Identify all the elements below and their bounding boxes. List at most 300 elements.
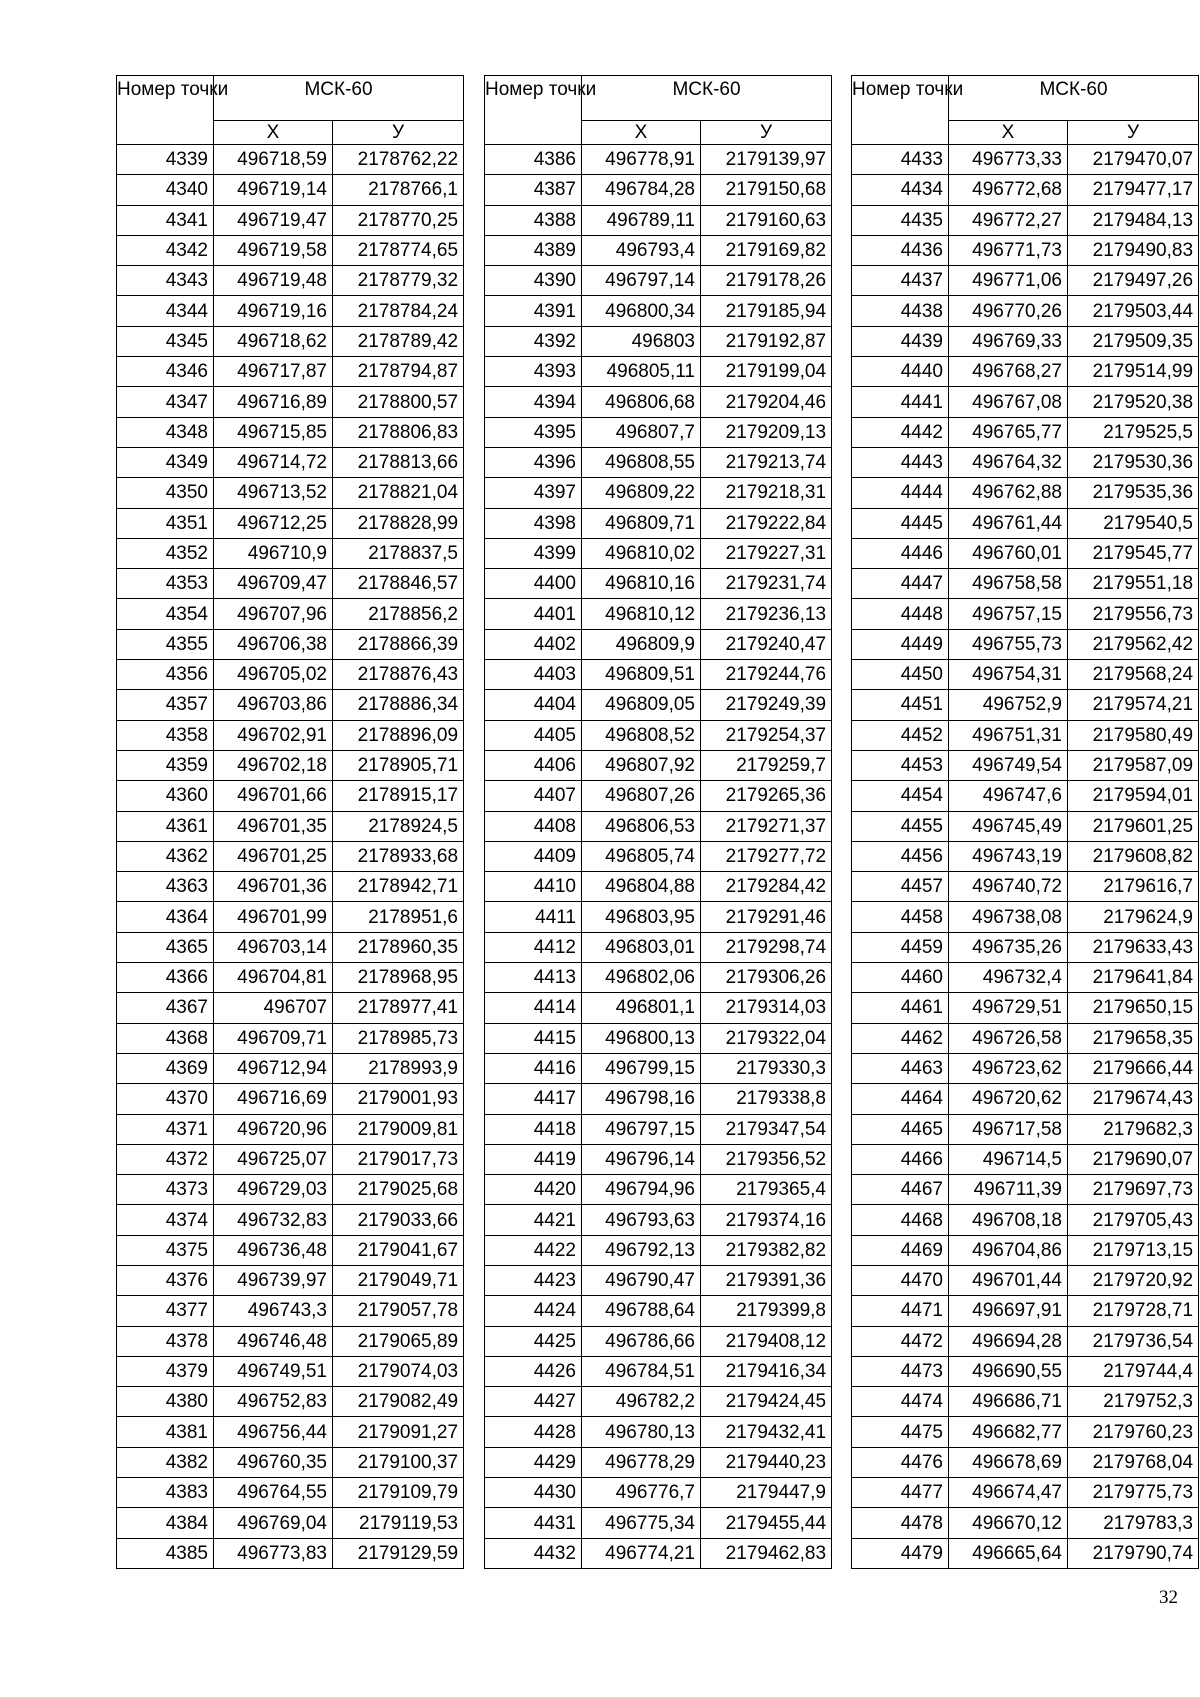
y-coordinate-cell: 2179551,18 [1068, 569, 1199, 599]
table-row [852, 175, 1199, 205]
point-number-cell: 4380 [117, 1387, 214, 1417]
y-coordinate-cell: 2179416,34 [701, 1356, 832, 1386]
point-number-cell: 4373 [117, 1175, 214, 1205]
y-coordinate-cell: 2178993,9 [333, 1053, 464, 1083]
x-coordinate-cell: 496746,48 [214, 1326, 333, 1356]
x-coordinate-cell: 496798,16 [582, 1084, 701, 1114]
table-row [485, 175, 832, 205]
point-number-cell: 4377 [117, 1296, 214, 1326]
y-coordinate-cell: 2178886,34 [333, 690, 464, 720]
y-coordinate-cell: 2179455,44 [701, 1508, 832, 1538]
x-coordinate-cell: 496772,68 [949, 175, 1068, 205]
point-number-cell: 4401 [485, 599, 582, 629]
y-coordinate-cell: 2179408,12 [701, 1326, 832, 1356]
table-row [485, 1478, 832, 1508]
table-row [117, 1084, 464, 1114]
coordinates-table-2 [484, 75, 832, 1569]
y-coordinate-cell: 2178762,22 [333, 145, 464, 175]
x-coordinate-cell: 496719,14 [214, 175, 333, 205]
table-row [117, 781, 464, 811]
x-coordinate-cell: 496760,01 [949, 538, 1068, 568]
table-row [485, 932, 832, 962]
point-number-cell: 4360 [117, 781, 214, 811]
table-row [485, 599, 832, 629]
point-number-cell: 4366 [117, 963, 214, 993]
y-coordinate-cell: 2178846,57 [333, 569, 464, 599]
y-coordinate-cell: 2178813,66 [333, 447, 464, 477]
x-coordinate-cell: 496711,39 [949, 1175, 1068, 1205]
table-row [485, 569, 832, 599]
x-coordinate-cell: 496809,22 [582, 478, 701, 508]
x-coordinate-cell: 496717,58 [949, 1114, 1068, 1144]
y-coordinate-cell: 2179760,23 [1068, 1417, 1199, 1447]
point-number-cell: 4398 [485, 508, 582, 538]
y-coordinate-cell: 2179514,99 [1068, 357, 1199, 387]
x-coordinate-cell: 496710,9 [214, 538, 333, 568]
x-coordinate-cell: 496797,14 [582, 266, 701, 296]
table-row [485, 1508, 832, 1538]
point-number-cell: 4345 [117, 326, 214, 356]
table-row [852, 902, 1199, 932]
table-row [117, 478, 464, 508]
table-row [485, 1084, 832, 1114]
table-row [852, 629, 1199, 659]
y-coordinate-cell: 2179477,17 [1068, 175, 1199, 205]
table-row [117, 1538, 464, 1568]
point-number-cell: 4371 [117, 1114, 214, 1144]
x-coordinate-cell: 496716,89 [214, 387, 333, 417]
point-number-cell: 4463 [852, 1053, 949, 1083]
point-number-cell: 4385 [117, 1538, 214, 1568]
y-coordinate-cell: 2179568,24 [1068, 660, 1199, 690]
y-coordinate-cell: 2179306,26 [701, 963, 832, 993]
table-row [852, 872, 1199, 902]
point-number-cell: 4448 [852, 599, 949, 629]
y-coordinate-cell: 2179213,74 [701, 447, 832, 477]
x-coordinate-cell: 496780,13 [582, 1417, 701, 1447]
point-number-cell: 4372 [117, 1144, 214, 1174]
table-row [117, 872, 464, 902]
y-coordinate-cell: 2179736,54 [1068, 1326, 1199, 1356]
x-coordinate-cell: 496807,26 [582, 781, 701, 811]
x-coordinate-cell: 496665,64 [949, 1538, 1068, 1568]
x-coordinate-cell: 496770,26 [949, 296, 1068, 326]
x-coordinate-cell: 496778,91 [582, 145, 701, 175]
x-coordinate-cell: 496701,35 [214, 811, 333, 841]
point-number-cell: 4461 [852, 993, 949, 1023]
x-coordinate-cell: 496793,4 [582, 235, 701, 265]
point-number-cell: 4465 [852, 1114, 949, 1144]
y-coordinate-cell: 2179160,63 [701, 205, 832, 235]
header-point-number: Номер точки [485, 76, 582, 145]
y-coordinate-cell: 2179209,13 [701, 417, 832, 447]
y-coordinate-cell: 2179254,37 [701, 720, 832, 750]
header-y: У [1068, 121, 1199, 145]
table-row [117, 1417, 464, 1447]
y-coordinate-cell: 2179330,3 [701, 1053, 832, 1083]
x-coordinate-cell: 496686,71 [949, 1387, 1068, 1417]
table-row [485, 720, 832, 750]
table-row [117, 993, 464, 1023]
y-coordinate-cell: 2179365,4 [701, 1175, 832, 1205]
y-coordinate-cell: 2179608,82 [1068, 841, 1199, 871]
point-number-cell: 4470 [852, 1265, 949, 1295]
table-row [117, 1205, 464, 1235]
table-row [485, 690, 832, 720]
point-number-cell: 4351 [117, 508, 214, 538]
point-number-cell: 4460 [852, 963, 949, 993]
x-coordinate-cell: 496694,28 [949, 1326, 1068, 1356]
table-row [117, 1447, 464, 1477]
y-coordinate-cell: 2179218,31 [701, 478, 832, 508]
point-number-cell: 4431 [485, 1508, 582, 1538]
table-row [852, 1144, 1199, 1174]
y-coordinate-cell: 2178770,25 [333, 205, 464, 235]
point-number-cell: 4473 [852, 1356, 949, 1386]
y-coordinate-cell: 2179314,03 [701, 993, 832, 1023]
table-row [117, 296, 464, 326]
table-row [852, 781, 1199, 811]
table-row [485, 1023, 832, 1053]
point-number-cell: 4390 [485, 266, 582, 296]
x-coordinate-cell: 496709,71 [214, 1023, 333, 1053]
point-number-cell: 4359 [117, 750, 214, 780]
point-number-cell: 4424 [485, 1296, 582, 1326]
point-number-cell: 4370 [117, 1084, 214, 1114]
point-number-cell: 4411 [485, 902, 582, 932]
x-coordinate-cell: 496707,96 [214, 599, 333, 629]
table-row [117, 1114, 464, 1144]
point-number-cell: 4434 [852, 175, 949, 205]
point-number-cell: 4457 [852, 872, 949, 902]
y-coordinate-cell: 2178876,43 [333, 660, 464, 690]
table-row [485, 447, 832, 477]
table-row [852, 569, 1199, 599]
table-row [852, 963, 1199, 993]
x-coordinate-cell: 496804,88 [582, 872, 701, 902]
x-coordinate-cell: 496810,16 [582, 569, 701, 599]
point-number-cell: 4436 [852, 235, 949, 265]
table-row [117, 841, 464, 871]
y-coordinate-cell: 2179178,26 [701, 266, 832, 296]
x-coordinate-cell: 496764,55 [214, 1478, 333, 1508]
table-row [117, 205, 464, 235]
table-row [852, 811, 1199, 841]
point-number-cell: 4375 [117, 1235, 214, 1265]
x-coordinate-cell: 496765,77 [949, 417, 1068, 447]
y-coordinate-cell: 2179259,7 [701, 750, 832, 780]
point-number-cell: 4455 [852, 811, 949, 841]
table-row [117, 508, 464, 538]
point-number-cell: 4450 [852, 660, 949, 690]
x-coordinate-cell: 496702,18 [214, 750, 333, 780]
y-coordinate-cell: 2179236,13 [701, 599, 832, 629]
point-number-cell: 4382 [117, 1447, 214, 1477]
point-number-cell: 4423 [485, 1265, 582, 1295]
y-coordinate-cell: 2179199,04 [701, 357, 832, 387]
x-coordinate-cell: 496712,94 [214, 1053, 333, 1083]
x-coordinate-cell: 496758,58 [949, 569, 1068, 599]
x-coordinate-cell: 496769,04 [214, 1508, 333, 1538]
table-row [852, 266, 1199, 296]
y-coordinate-cell: 2179240,47 [701, 629, 832, 659]
y-coordinate-cell: 2179001,93 [333, 1084, 464, 1114]
point-number-cell: 4438 [852, 296, 949, 326]
table-row [485, 478, 832, 508]
point-number-cell: 4456 [852, 841, 949, 871]
point-number-cell: 4374 [117, 1205, 214, 1235]
x-coordinate-cell: 496713,52 [214, 478, 333, 508]
y-coordinate-cell: 2179470,07 [1068, 145, 1199, 175]
table-row [117, 750, 464, 780]
point-number-cell: 4417 [485, 1084, 582, 1114]
point-number-cell: 4474 [852, 1387, 949, 1417]
table-row [117, 569, 464, 599]
x-coordinate-cell: 496709,47 [214, 569, 333, 599]
y-coordinate-cell: 2179556,73 [1068, 599, 1199, 629]
table-row [485, 841, 832, 871]
x-coordinate-cell: 496807,7 [582, 417, 701, 447]
y-coordinate-cell: 2179265,36 [701, 781, 832, 811]
table-row [852, 1175, 1199, 1205]
table-row [117, 447, 464, 477]
point-number-cell: 4356 [117, 660, 214, 690]
header-y: У [333, 121, 464, 145]
table-row [485, 811, 832, 841]
table-row [852, 1417, 1199, 1447]
point-number-cell: 4350 [117, 478, 214, 508]
point-number-cell: 4471 [852, 1296, 949, 1326]
y-coordinate-cell: 2178800,57 [333, 387, 464, 417]
point-number-cell: 4427 [485, 1387, 582, 1417]
table-row [485, 1538, 832, 1568]
point-number-cell: 4378 [117, 1326, 214, 1356]
table-row [117, 811, 464, 841]
point-number-cell: 4388 [485, 205, 582, 235]
x-coordinate-cell: 496719,48 [214, 266, 333, 296]
table-row [485, 629, 832, 659]
y-coordinate-cell: 2179790,74 [1068, 1538, 1199, 1568]
x-coordinate-cell: 496704,86 [949, 1235, 1068, 1265]
table-row [485, 872, 832, 902]
table-row [117, 1296, 464, 1326]
x-coordinate-cell: 496806,53 [582, 811, 701, 841]
x-coordinate-cell: 496788,64 [582, 1296, 701, 1326]
x-coordinate-cell: 496706,38 [214, 629, 333, 659]
point-number-cell: 4432 [485, 1538, 582, 1568]
table-row [485, 266, 832, 296]
x-coordinate-cell: 496808,55 [582, 447, 701, 477]
point-number-cell: 4437 [852, 266, 949, 296]
x-coordinate-cell: 496729,03 [214, 1175, 333, 1205]
y-coordinate-cell: 2179624,9 [1068, 902, 1199, 932]
point-number-cell: 4462 [852, 1023, 949, 1053]
point-number-cell: 4354 [117, 599, 214, 629]
x-coordinate-cell: 496678,69 [949, 1447, 1068, 1477]
table-row [485, 660, 832, 690]
page-number: 32 [1159, 1587, 1178, 1608]
y-coordinate-cell: 2179231,74 [701, 569, 832, 599]
table-row [852, 1114, 1199, 1144]
table-row [117, 145, 464, 175]
x-coordinate-cell: 496701,25 [214, 841, 333, 871]
y-coordinate-cell: 2179277,72 [701, 841, 832, 871]
x-coordinate-cell: 496707 [214, 993, 333, 1023]
point-number-cell: 4369 [117, 1053, 214, 1083]
x-coordinate-cell: 496703,14 [214, 932, 333, 962]
point-number-cell: 4352 [117, 538, 214, 568]
point-number-cell: 4364 [117, 902, 214, 932]
point-number-cell: 4477 [852, 1478, 949, 1508]
table-row [852, 750, 1199, 780]
table-row [852, 690, 1199, 720]
y-coordinate-cell: 2179204,46 [701, 387, 832, 417]
table-row [117, 1144, 464, 1174]
x-coordinate-cell: 496743,19 [949, 841, 1068, 871]
header-point-number: Номер точки [117, 76, 214, 145]
point-number-cell: 4479 [852, 1538, 949, 1568]
y-coordinate-cell: 2179535,36 [1068, 478, 1199, 508]
point-number-cell: 4439 [852, 326, 949, 356]
x-coordinate-cell: 496810,02 [582, 538, 701, 568]
point-number-cell: 4426 [485, 1356, 582, 1386]
x-coordinate-cell: 496774,21 [582, 1538, 701, 1568]
point-number-cell: 4430 [485, 1478, 582, 1508]
y-coordinate-cell: 2179249,39 [701, 690, 832, 720]
y-coordinate-cell: 2179322,04 [701, 1023, 832, 1053]
point-number-cell: 4428 [485, 1417, 582, 1447]
y-coordinate-cell: 2179356,52 [701, 1144, 832, 1174]
table-row [485, 387, 832, 417]
x-coordinate-cell: 496716,69 [214, 1084, 333, 1114]
x-coordinate-cell: 496749,51 [214, 1356, 333, 1386]
x-coordinate-cell: 496773,83 [214, 1538, 333, 1568]
point-number-cell: 4475 [852, 1417, 949, 1447]
point-number-cell: 4444 [852, 478, 949, 508]
y-coordinate-cell: 2179139,97 [701, 145, 832, 175]
table-row [117, 1023, 464, 1053]
x-coordinate-cell: 496701,99 [214, 902, 333, 932]
y-coordinate-cell: 2179291,46 [701, 902, 832, 932]
x-coordinate-cell: 496717,87 [214, 357, 333, 387]
y-coordinate-cell: 2179728,71 [1068, 1296, 1199, 1326]
point-number-cell: 4358 [117, 720, 214, 750]
x-coordinate-cell: 496736,48 [214, 1235, 333, 1265]
point-number-cell: 4446 [852, 538, 949, 568]
point-number-cell: 4443 [852, 447, 949, 477]
point-number-cell: 4376 [117, 1265, 214, 1295]
x-coordinate-cell: 496726,58 [949, 1023, 1068, 1053]
y-coordinate-cell: 2179169,82 [701, 235, 832, 265]
table-row [485, 1356, 832, 1386]
x-coordinate-cell: 496725,07 [214, 1144, 333, 1174]
table-row [485, 235, 832, 265]
y-coordinate-cell: 2179338,8 [701, 1084, 832, 1114]
x-coordinate-cell: 496760,35 [214, 1447, 333, 1477]
y-coordinate-cell: 2178837,5 [333, 538, 464, 568]
point-number-cell: 4349 [117, 447, 214, 477]
x-coordinate-cell: 496752,9 [949, 690, 1068, 720]
y-coordinate-cell: 2179768,04 [1068, 1447, 1199, 1477]
x-coordinate-cell: 496702,91 [214, 720, 333, 750]
table-row [852, 357, 1199, 387]
x-coordinate-cell: 496705,02 [214, 660, 333, 690]
y-coordinate-cell: 2179540,5 [1068, 508, 1199, 538]
table-row [485, 205, 832, 235]
x-coordinate-cell: 496757,15 [949, 599, 1068, 629]
y-coordinate-cell: 2179382,82 [701, 1235, 832, 1265]
table-row [117, 387, 464, 417]
point-number-cell: 4441 [852, 387, 949, 417]
table-row [117, 660, 464, 690]
point-number-cell: 4381 [117, 1417, 214, 1447]
y-coordinate-cell: 2179720,92 [1068, 1265, 1199, 1295]
x-coordinate-cell: 496740,72 [949, 872, 1068, 902]
y-coordinate-cell: 2179587,09 [1068, 750, 1199, 780]
table-row [852, 1265, 1199, 1295]
table-row [852, 993, 1199, 1023]
point-number-cell: 4344 [117, 296, 214, 326]
x-coordinate-cell: 496792,13 [582, 1235, 701, 1265]
table-row [485, 1326, 832, 1356]
y-coordinate-cell: 2178924,5 [333, 811, 464, 841]
header-x: Х [582, 121, 701, 145]
x-coordinate-cell: 496789,11 [582, 205, 701, 235]
point-number-cell: 4403 [485, 660, 582, 690]
point-number-cell: 4435 [852, 205, 949, 235]
table-row [852, 1447, 1199, 1477]
y-coordinate-cell: 2179041,67 [333, 1235, 464, 1265]
x-coordinate-cell: 496799,15 [582, 1053, 701, 1083]
y-coordinate-cell: 2179490,83 [1068, 235, 1199, 265]
table-row [485, 417, 832, 447]
x-coordinate-cell: 496719,58 [214, 235, 333, 265]
table-row [852, 478, 1199, 508]
table-row [852, 1478, 1199, 1508]
y-coordinate-cell: 2179616,7 [1068, 872, 1199, 902]
table-row [485, 750, 832, 780]
y-coordinate-cell: 2179594,01 [1068, 781, 1199, 811]
point-number-cell: 4357 [117, 690, 214, 720]
y-coordinate-cell: 2179150,68 [701, 175, 832, 205]
point-number-cell: 4420 [485, 1175, 582, 1205]
y-coordinate-cell: 2179399,8 [701, 1296, 832, 1326]
table-row [852, 205, 1199, 235]
x-coordinate-cell: 496771,73 [949, 235, 1068, 265]
table-row [852, 1205, 1199, 1235]
y-coordinate-cell: 2179065,89 [333, 1326, 464, 1356]
y-coordinate-cell: 2179713,15 [1068, 1235, 1199, 1265]
y-coordinate-cell: 2178905,71 [333, 750, 464, 780]
point-number-cell: 4442 [852, 417, 949, 447]
table-row [485, 145, 832, 175]
point-number-cell: 4454 [852, 781, 949, 811]
point-number-cell: 4362 [117, 841, 214, 871]
table-row [485, 963, 832, 993]
table-row [117, 538, 464, 568]
x-coordinate-cell: 496674,47 [949, 1478, 1068, 1508]
table-row [485, 781, 832, 811]
point-number-cell: 4367 [117, 993, 214, 1023]
y-coordinate-cell: 2178942,71 [333, 872, 464, 902]
point-number-cell: 4421 [485, 1205, 582, 1235]
point-number-cell: 4412 [485, 932, 582, 962]
y-coordinate-cell: 2179783,3 [1068, 1508, 1199, 1538]
y-coordinate-cell: 2179129,59 [333, 1538, 464, 1568]
table-row [117, 1356, 464, 1386]
table-row [117, 902, 464, 932]
y-coordinate-cell: 2179109,79 [333, 1478, 464, 1508]
